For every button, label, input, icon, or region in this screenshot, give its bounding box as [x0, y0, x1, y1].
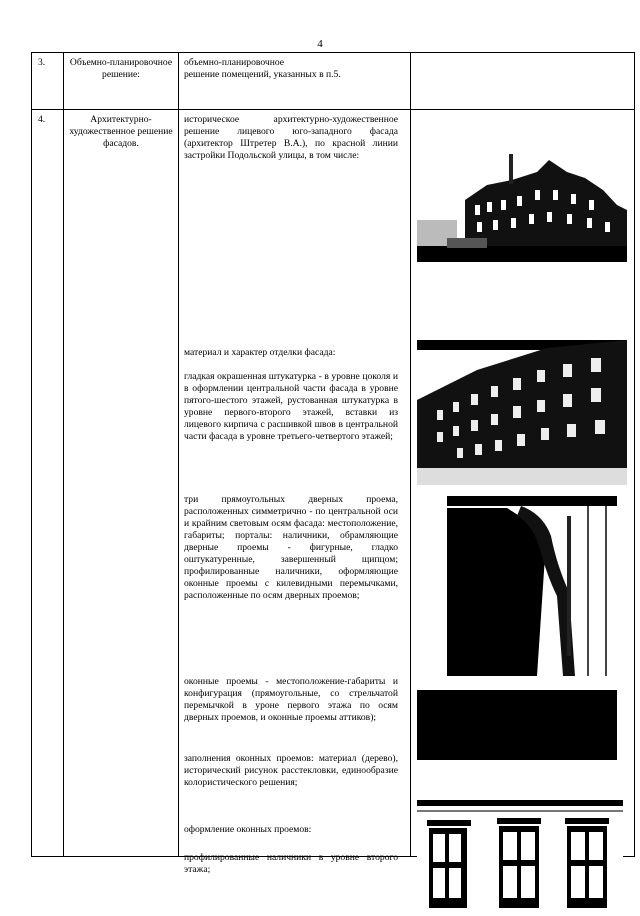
row-name: Архитектурно-художественное решение фасадов. [64, 110, 179, 857]
facade-perspective-photo [417, 340, 627, 485]
desc-paragraph: заполнения оконных проемов: материал (дерево), исторический рисунок расстекловки, единообразие колористического решения; [184, 753, 398, 788]
facade-corner-photo [417, 150, 627, 262]
page-number: 4 [317, 38, 323, 50]
desc-paragraph: гладкая окрашенная штукатурка - в уровне цоколя и в оформлении центральной части фасада в уровне пятого-шестого этажей, рустованная штукатурка в уровне первого-второго этажей, вставки из лицевого кирпича с расшивкой швов в центральной части фасада в уровне третьего-четвертого этажей; [184, 371, 398, 442]
row-image-cell [411, 53, 635, 110]
dark-window-photo [417, 690, 617, 760]
desc-paragraph: профилированные наличники в уровне второго этажа; [184, 852, 398, 875]
table-row [32, 53, 635, 110]
desc-paragraph: три прямоугольных дверных проема, расположенных симметрично - по центральной оси и крайним световым осям фасада: местоположение, габариты; порталы: наличники, обрамляющие дверные проемы - фигурные, гладко оштукатуренные, завершенный щипцом; профилированные наличники, оформляющие оконные проемы с килевидными перемычками, расположенные по осям дверных проемов; [184, 494, 398, 601]
desc-paragraph: оформление оконных проемов: [184, 824, 312, 835]
row-number: 3. [32, 53, 64, 110]
desc-paragraph: материал и характер отделки фасада: [184, 347, 336, 358]
portal-detail-photo [417, 496, 627, 676]
desc-line: объемно-планировочное [184, 57, 285, 68]
table-row [32, 110, 635, 857]
window-row-photo [417, 800, 623, 916]
row-description [179, 110, 411, 875]
row-description [179, 53, 411, 110]
row-name: Объемно-планировочное решение: [64, 53, 179, 110]
protection-subject-table [31, 52, 635, 875]
row-number: 4. [32, 110, 64, 857]
desc-paragraph: оконные проемы - местоположение-габариты и конфигурация (прямоугольные, со стрельчатой перемычкой в уроне первого этажа по осям дверных проемов, и оконные проемы аттиков); [184, 676, 398, 723]
row-image-cell [411, 110, 635, 857]
desc-line: решение помещений, указанных в п.5. [184, 68, 341, 80]
desc-paragraph: историческое архитектурно-художественное решение лицевого юго-западного фасада (архитектор Штретер В.А.), по красной линии застройки Подольской улицы, в том числе: [184, 114, 398, 161]
